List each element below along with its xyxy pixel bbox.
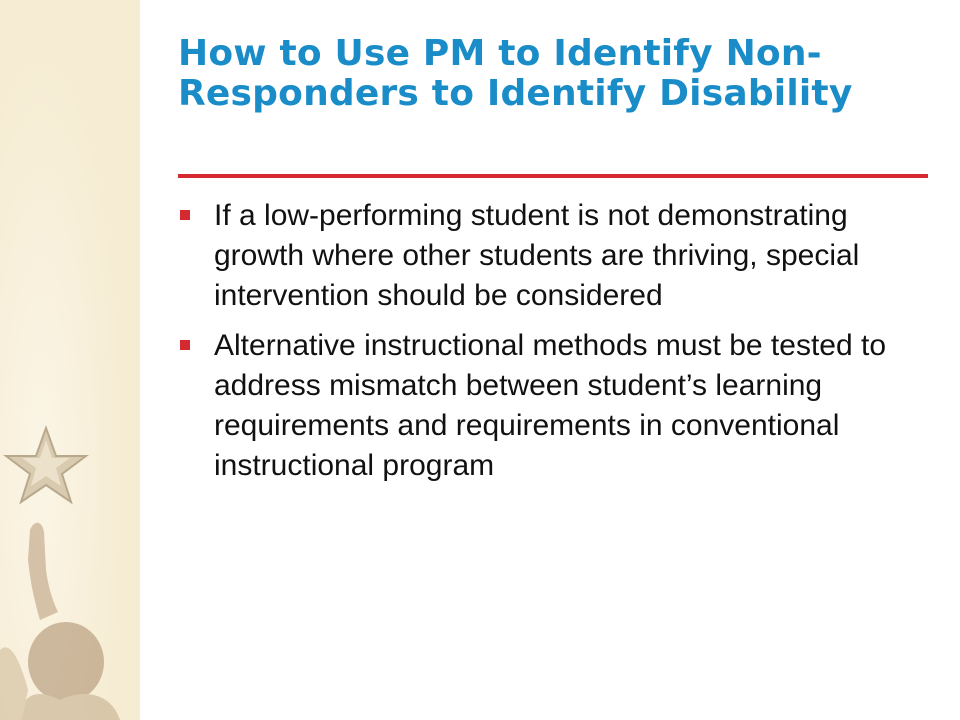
side-panel-artwork — [0, 0, 140, 720]
title-divider — [178, 174, 928, 178]
slide-title: How to Use PM to Identify Non-Responders to Identify Disability — [178, 33, 853, 114]
bullet-text: Alternative instructional methods must be tested to address mismatch between student’s learning requirements and requirements in conventional instructional program — [214, 329, 887, 482]
square-bullet-icon — [180, 340, 190, 350]
square-bullet-icon — [180, 210, 190, 220]
bullet-item — [178, 196, 918, 316]
bullet-item — [178, 326, 918, 486]
decorative-side-panel — [0, 0, 140, 720]
bullet-text: If a low-performing student is not demonstrating growth where other students are thriving, special intervention should be considered — [214, 199, 860, 312]
bullet-list — [178, 196, 918, 496]
